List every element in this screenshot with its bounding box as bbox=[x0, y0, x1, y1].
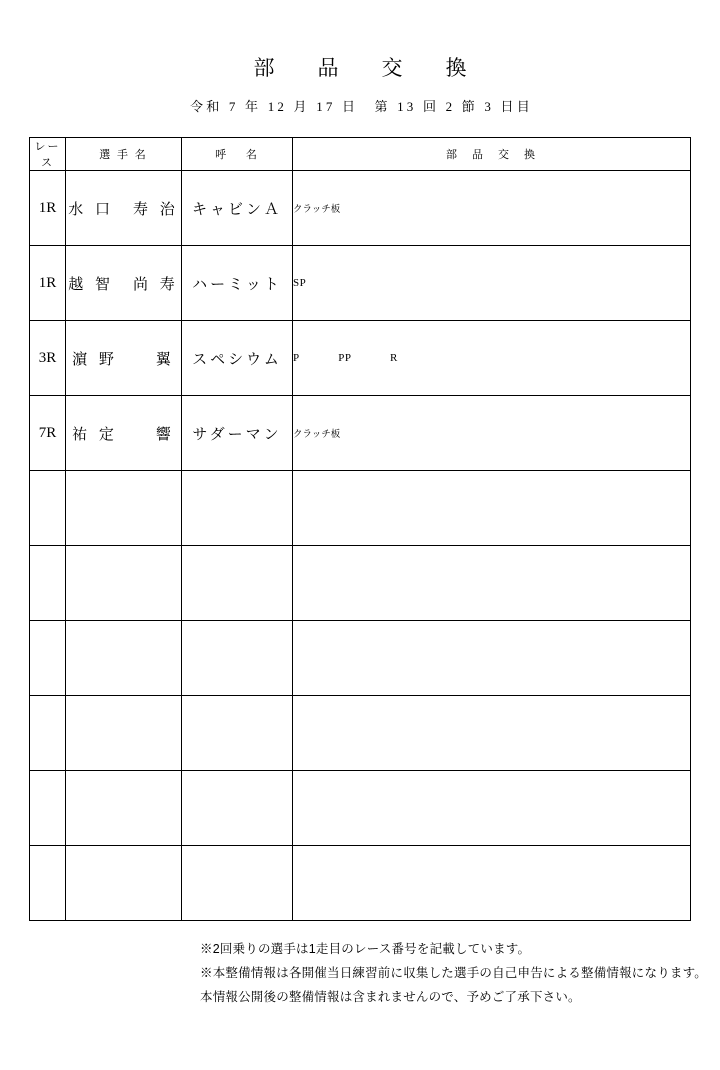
cell-race: 1R bbox=[30, 171, 66, 246]
cell-racer-name bbox=[66, 846, 182, 921]
cell-race bbox=[30, 546, 66, 621]
parts-exchange-table bbox=[29, 137, 691, 921]
cell-racer-name: 水 口 寿 治 bbox=[66, 171, 182, 246]
table-row bbox=[30, 246, 691, 321]
cell-race bbox=[30, 696, 66, 771]
cell-race bbox=[30, 771, 66, 846]
cell-parts bbox=[293, 171, 691, 246]
cell-racer-name bbox=[66, 621, 182, 696]
cell-race: 1R bbox=[30, 246, 66, 321]
column-header-race: レース bbox=[30, 138, 66, 171]
cell-racer-name bbox=[66, 696, 182, 771]
document-page bbox=[0, 52, 720, 1070]
cell-nickname bbox=[182, 696, 293, 771]
cell-racer-name: 越 智 尚 寿 bbox=[66, 246, 182, 321]
cell-parts bbox=[293, 696, 691, 771]
column-header-nickname: 呼 名 bbox=[182, 138, 293, 171]
table-header bbox=[30, 138, 691, 171]
cell-parts bbox=[293, 621, 691, 696]
parts-text: SP bbox=[293, 277, 307, 289]
table-body bbox=[30, 171, 691, 921]
column-header-name: 選 手 名 bbox=[66, 138, 182, 171]
cell-race bbox=[30, 621, 66, 696]
note-line: 本情報公開後の整備情報は含まれませんので、予めご了承下さい。 bbox=[200, 990, 581, 1004]
table-row bbox=[30, 846, 691, 921]
note-line: ※本整備情報は各開催当日練習前に収集した選手の自己申告による整備情報になります。 bbox=[200, 966, 708, 980]
table-row bbox=[30, 696, 691, 771]
table-row bbox=[30, 546, 691, 621]
table-row bbox=[30, 171, 691, 246]
table-row bbox=[30, 771, 691, 846]
cell-nickname: サダーマン bbox=[182, 396, 293, 471]
cell-parts bbox=[293, 471, 691, 546]
cell-parts bbox=[293, 246, 691, 321]
cell-race: 7R bbox=[30, 396, 66, 471]
page-title: 部 品 交 換 bbox=[253, 56, 478, 80]
cell-nickname bbox=[182, 471, 293, 546]
parts-text: クラッチ板 bbox=[293, 205, 341, 215]
cell-parts bbox=[293, 771, 691, 846]
cell-racer-name: 濵 野 翼 bbox=[66, 321, 182, 396]
note-line: ※2回乗りの選手は1走目のレース番号を記載しています。 bbox=[200, 942, 531, 956]
cell-nickname bbox=[182, 771, 293, 846]
cell-parts bbox=[293, 546, 691, 621]
cell-nickname: キャビンＡ bbox=[182, 171, 293, 246]
cell-nickname bbox=[182, 621, 293, 696]
cell-parts bbox=[293, 396, 691, 471]
table-row bbox=[30, 621, 691, 696]
cell-racer-name: 祐 定 響 bbox=[66, 396, 182, 471]
table-row bbox=[30, 471, 691, 546]
notes-block bbox=[0, 937, 720, 1009]
table-header-row bbox=[30, 138, 691, 171]
cell-racer-name bbox=[66, 546, 182, 621]
cell-parts bbox=[293, 321, 691, 396]
parts-text: P PP R bbox=[293, 352, 398, 364]
cell-nickname bbox=[182, 846, 293, 921]
cell-nickname: スペシウム bbox=[182, 321, 293, 396]
column-header-parts: 部 品 交 換 bbox=[293, 138, 691, 171]
cell-parts bbox=[293, 846, 691, 921]
parts-text: クラッチ板 bbox=[293, 430, 341, 440]
cell-nickname: ハーミット bbox=[182, 246, 293, 321]
cell-racer-name bbox=[66, 471, 182, 546]
table-row bbox=[30, 321, 691, 396]
cell-race bbox=[30, 471, 66, 546]
table-row bbox=[30, 396, 691, 471]
page-subtitle: 令和 7 年 12 月 17 日 第 13 回 2 節 3 日目 bbox=[190, 99, 533, 114]
cell-race: 3R bbox=[30, 321, 66, 396]
cell-nickname bbox=[182, 546, 293, 621]
cell-race bbox=[30, 846, 66, 921]
cell-racer-name bbox=[66, 771, 182, 846]
